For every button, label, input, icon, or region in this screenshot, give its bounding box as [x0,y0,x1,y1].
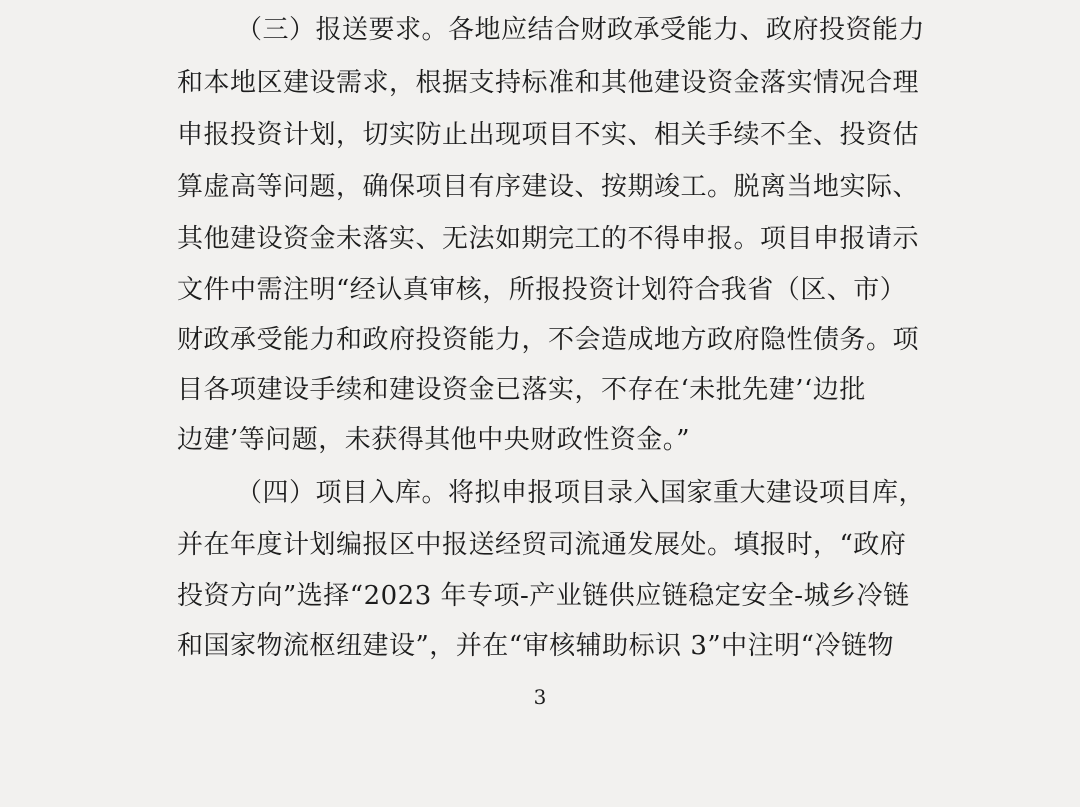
paragraph-3-line-2: 和本地区建设需求，根据支持标准和其他建设资金落实情况合理 [177,68,920,98]
paragraph-3-line-3: 申报投资计划，切实防止出现项目不实、相关手续不全、投资估 [177,120,920,150]
paragraph-3-line-8: 目各项建设手续和建设资金已落实，不存在‘未批先建’‘边批 [177,375,866,405]
paragraph-4-line-4: 和国家物流枢纽建设”，并在“审核辅助标识 3”中注明“冷链物 [177,631,894,661]
paragraph-3-line-9: 边建’等问题，未获得其他中央财政性资金。” [177,425,691,455]
paragraph-3-line-4: 算虚高等问题，确保项目有序建设、按期竣工。脱离当地实际、 [177,172,920,202]
paragraph-3-line-1: （三）报送要求。各地应结合财政承受能力、政府投资能力 [236,15,926,45]
paragraph-4-line-2: 并在年度计划编报区中报送经贸司流通发展处。填报时，“政府 [177,530,907,560]
paragraph-3-line-7: 财政承受能力和政府投资能力，不会造成地方政府隐性债务。项 [177,325,920,355]
page-number: 3 [533,685,547,709]
paragraph-3-line-6: 文件中需注明“经认真审核，所报投资计划符合我省（区、市） [177,275,907,305]
paragraph-3-line-5: 其他建设资金未落实、无法如期完工的不得申报。项目申报请示 [177,224,920,254]
paragraph-4-line-1: （四）项目入库。将拟申报项目录入国家重大建设项目库， [236,478,926,508]
paragraph-4-line-3: 投资方向”选择“2023 年专项-产业链供应链稳定安全-城乡冷链 [177,581,910,611]
